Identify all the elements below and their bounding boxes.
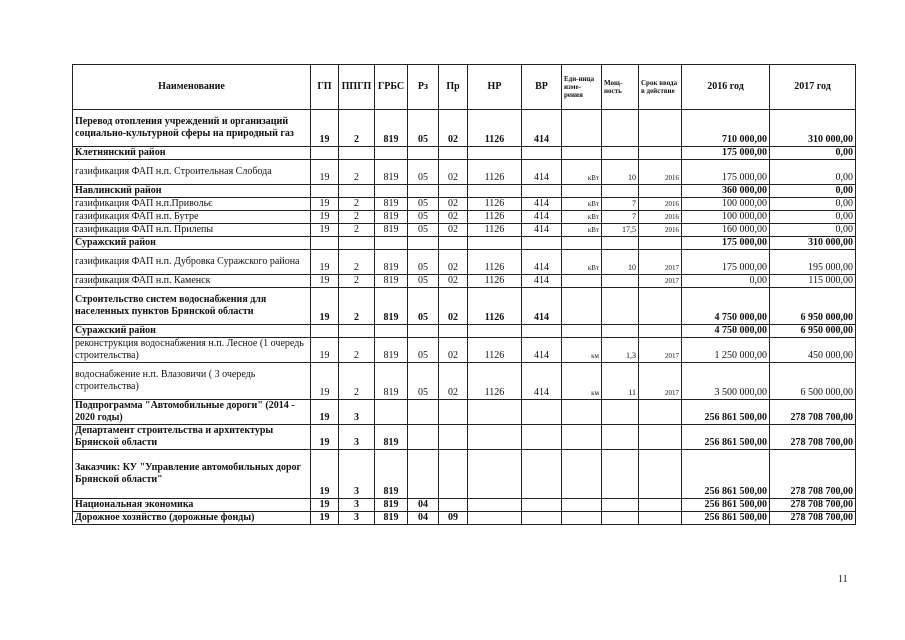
cell-term: [639, 325, 682, 338]
cell-pr: 02: [439, 338, 468, 363]
cell-rz: 04: [408, 512, 439, 525]
cell-ppgp: 3: [339, 425, 375, 450]
cell-vr: 414: [522, 160, 562, 185]
cell-ppgp: [339, 237, 375, 250]
cell-nr: [468, 499, 522, 512]
cell-grbs: 819: [375, 198, 408, 211]
cell-rz: 05: [408, 211, 439, 224]
col-header-gp: ГП: [311, 65, 339, 110]
cell-ppgp: 2: [339, 363, 375, 400]
cell-grbs: 819: [375, 275, 408, 288]
table-row: [73, 325, 856, 338]
cell-2016: 4 750 000,00: [682, 325, 770, 338]
cell-gp: 19: [311, 160, 339, 185]
cell-unit: [562, 512, 602, 525]
table-row: [73, 147, 856, 160]
cell-rz: 05: [408, 275, 439, 288]
cell-term: [639, 185, 682, 198]
cell-rz: [408, 185, 439, 198]
col-header-nr: НР: [468, 65, 522, 110]
table-body: [73, 110, 856, 525]
page-number: 11: [838, 574, 848, 585]
cell-power: [602, 450, 639, 499]
cell-vr: [522, 185, 562, 198]
cell-ppgp: [339, 325, 375, 338]
cell-2016: 175 000,00: [682, 237, 770, 250]
cell-rz: 05: [408, 110, 439, 147]
cell-ppgp: [339, 147, 375, 160]
cell-grbs: [375, 325, 408, 338]
cell-pr: 02: [439, 160, 468, 185]
cell-pr: [439, 147, 468, 160]
cell-pr: [439, 237, 468, 250]
cell-term: 2017: [639, 338, 682, 363]
col-header-2016: 2016 год: [682, 65, 770, 110]
cell-unit: [562, 425, 602, 450]
col-header-vr: ВР: [522, 65, 562, 110]
cell-2017: 195 000,00: [770, 250, 856, 275]
table-header: [73, 65, 856, 110]
cell-term: 2016: [639, 198, 682, 211]
cell-grbs: 819: [375, 160, 408, 185]
cell-grbs: 819: [375, 450, 408, 499]
cell-gp: 19: [311, 224, 339, 237]
table-row: [73, 288, 856, 325]
cell-rz: 05: [408, 198, 439, 211]
table-row: [73, 211, 856, 224]
cell-term: [639, 425, 682, 450]
cell-nr: 1126: [468, 211, 522, 224]
cell-ppgp: 2: [339, 110, 375, 147]
cell-unit: [562, 288, 602, 325]
cell-power: [602, 110, 639, 147]
cell-nr: [468, 237, 522, 250]
cell-nr: [468, 425, 522, 450]
cell-rz: 05: [408, 288, 439, 325]
cell-2016: 3 500 000,00: [682, 363, 770, 400]
table-row: [73, 110, 856, 147]
cell-gp: 19: [311, 425, 339, 450]
cell-name: Национальная экономика: [73, 499, 311, 512]
cell-grbs: 819: [375, 363, 408, 400]
cell-nr: 1126: [468, 160, 522, 185]
col-header-pr: Пр: [439, 65, 468, 110]
cell-name: газификация ФАП н.п. Каменск: [73, 275, 311, 288]
cell-rz: [408, 147, 439, 160]
cell-unit: кВт: [562, 160, 602, 185]
cell-nr: [468, 147, 522, 160]
cell-vr: [522, 147, 562, 160]
cell-ppgp: 3: [339, 400, 375, 425]
cell-rz: 05: [408, 363, 439, 400]
cell-term: 2017: [639, 250, 682, 275]
cell-2016: 4 750 000,00: [682, 288, 770, 325]
cell-vr: 414: [522, 275, 562, 288]
cell-2016: 175 000,00: [682, 250, 770, 275]
cell-vr: 414: [522, 363, 562, 400]
cell-2017: 0,00: [770, 211, 856, 224]
cell-term: 2016: [639, 160, 682, 185]
cell-2016: 175 000,00: [682, 160, 770, 185]
cell-vr: 414: [522, 211, 562, 224]
col-header-name: Наименование: [73, 65, 311, 110]
cell-power: [602, 512, 639, 525]
table-row: [73, 363, 856, 400]
cell-grbs: 819: [375, 425, 408, 450]
cell-unit: [562, 147, 602, 160]
cell-vr: 414: [522, 224, 562, 237]
cell-gp: 19: [311, 211, 339, 224]
cell-pr: 02: [439, 211, 468, 224]
cell-2017: 278 708 700,00: [770, 512, 856, 525]
cell-unit: [562, 400, 602, 425]
cell-vr: 414: [522, 288, 562, 325]
cell-ppgp: 3: [339, 512, 375, 525]
table-row: [73, 237, 856, 250]
cell-gp: 19: [311, 198, 339, 211]
cell-pr: [439, 450, 468, 499]
cell-2017: 6 950 000,00: [770, 288, 856, 325]
col-header-term: Срок ввода в действие: [639, 65, 682, 110]
cell-gp: 19: [311, 288, 339, 325]
cell-power: [602, 499, 639, 512]
cell-unit: кВт: [562, 224, 602, 237]
col-header-2017: 2017 год: [770, 65, 856, 110]
cell-2016: 256 861 500,00: [682, 499, 770, 512]
cell-unit: [562, 275, 602, 288]
table-row: [73, 250, 856, 275]
cell-gp: [311, 185, 339, 198]
cell-nr: 1126: [468, 224, 522, 237]
cell-pr: 02: [439, 288, 468, 325]
cell-gp: 19: [311, 363, 339, 400]
cell-2017: 310 000,00: [770, 237, 856, 250]
cell-vr: 414: [522, 338, 562, 363]
cell-term: 2016: [639, 211, 682, 224]
cell-2016: 360 000,00: [682, 185, 770, 198]
cell-power: [602, 185, 639, 198]
table-row: [73, 512, 856, 525]
cell-term: [639, 110, 682, 147]
cell-vr: [522, 237, 562, 250]
cell-nr: 1126: [468, 275, 522, 288]
cell-power: [602, 237, 639, 250]
cell-name: газификация ФАП н.п.Привольє: [73, 198, 311, 211]
cell-2017: 278 708 700,00: [770, 400, 856, 425]
table-row: [73, 425, 856, 450]
table-row: [73, 499, 856, 512]
cell-ppgp: 3: [339, 499, 375, 512]
cell-pr: [439, 325, 468, 338]
cell-nr: 1126: [468, 288, 522, 325]
cell-name: Перевод отопления учреждений и организаций социально-культурной сферы на природный газ: [73, 110, 311, 147]
cell-vr: [522, 499, 562, 512]
cell-grbs: 819: [375, 110, 408, 147]
cell-vr: 414: [522, 198, 562, 211]
cell-grbs: 819: [375, 224, 408, 237]
cell-rz: [408, 237, 439, 250]
cell-name: Строительство систем водоснабжения для населенных пунктов Брянской области: [73, 288, 311, 325]
cell-name: Подпрограмма "Автомобильные дороги" (2014 - 2020 годы): [73, 400, 311, 425]
cell-2016: 100 000,00: [682, 198, 770, 211]
cell-power: 10: [602, 160, 639, 185]
cell-term: [639, 147, 682, 160]
table-row: [73, 450, 856, 499]
cell-grbs: 819: [375, 211, 408, 224]
cell-ppgp: 2: [339, 160, 375, 185]
col-header-rz: Рз: [408, 65, 439, 110]
cell-grbs: 819: [375, 499, 408, 512]
cell-rz: [408, 325, 439, 338]
cell-gp: 19: [311, 499, 339, 512]
cell-power: 10: [602, 250, 639, 275]
cell-pr: [439, 425, 468, 450]
cell-2016: 256 861 500,00: [682, 400, 770, 425]
cell-term: 2017: [639, 275, 682, 288]
cell-vr: [522, 512, 562, 525]
cell-power: 1,3: [602, 338, 639, 363]
cell-name: Клетнянский район: [73, 147, 311, 160]
cell-power: 7: [602, 198, 639, 211]
cell-2016: 256 861 500,00: [682, 425, 770, 450]
cell-rz: [408, 400, 439, 425]
cell-rz: 05: [408, 250, 439, 275]
cell-name: Суражский район: [73, 325, 311, 338]
cell-nr: 1126: [468, 250, 522, 275]
cell-gp: 19: [311, 250, 339, 275]
cell-name: газификация ФАП н.п. Прилепы: [73, 224, 311, 237]
cell-vr: 414: [522, 250, 562, 275]
cell-unit: [562, 325, 602, 338]
cell-gp: [311, 325, 339, 338]
cell-2016: 1 250 000,00: [682, 338, 770, 363]
cell-ppgp: 2: [339, 211, 375, 224]
cell-2017: 0,00: [770, 160, 856, 185]
cell-power: [602, 400, 639, 425]
cell-pr: 02: [439, 198, 468, 211]
cell-rz: 05: [408, 160, 439, 185]
cell-ppgp: 2: [339, 275, 375, 288]
cell-power: 17,5: [602, 224, 639, 237]
cell-unit: [562, 499, 602, 512]
cell-gp: 19: [311, 512, 339, 525]
cell-2017: 450 000,00: [770, 338, 856, 363]
cell-nr: [468, 450, 522, 499]
cell-term: 2017: [639, 363, 682, 400]
cell-ppgp: 3: [339, 450, 375, 499]
cell-term: [639, 450, 682, 499]
cell-nr: [468, 185, 522, 198]
table-row: [73, 198, 856, 211]
cell-name: водоснабжение н.п. Влазовичи ( 3 очередь строительства): [73, 363, 311, 400]
cell-2016: 175 000,00: [682, 147, 770, 160]
cell-unit: [562, 110, 602, 147]
cell-term: [639, 288, 682, 325]
cell-gp: 19: [311, 275, 339, 288]
cell-gp: 19: [311, 338, 339, 363]
cell-2016: 100 000,00: [682, 211, 770, 224]
cell-name: Заказчик: КУ "Управление автомобильных дорог Брянской области": [73, 450, 311, 499]
cell-grbs: [375, 400, 408, 425]
col-header-unit: Еди-ница изме-рения: [562, 65, 602, 110]
cell-vr: [522, 425, 562, 450]
cell-ppgp: 2: [339, 224, 375, 237]
cell-unit: кВт: [562, 211, 602, 224]
cell-term: [639, 400, 682, 425]
cell-nr: [468, 512, 522, 525]
cell-term: [639, 512, 682, 525]
cell-grbs: [375, 237, 408, 250]
cell-pr: 02: [439, 224, 468, 237]
cell-vr: [522, 400, 562, 425]
cell-2016: 160 000,00: [682, 224, 770, 237]
cell-gp: [311, 147, 339, 160]
cell-gp: 19: [311, 450, 339, 499]
cell-unit: [562, 185, 602, 198]
cell-2016: 256 861 500,00: [682, 450, 770, 499]
cell-gp: 19: [311, 400, 339, 425]
cell-ppgp: 2: [339, 338, 375, 363]
cell-ppgp: [339, 185, 375, 198]
cell-2017: 278 708 700,00: [770, 450, 856, 499]
cell-term: [639, 237, 682, 250]
cell-2016: 256 861 500,00: [682, 512, 770, 525]
cell-pr: 02: [439, 363, 468, 400]
table-row: [73, 275, 856, 288]
cell-unit: кВт: [562, 250, 602, 275]
cell-2017: 278 708 700,00: [770, 425, 856, 450]
cell-pr: 09: [439, 512, 468, 525]
cell-name: Департамент строительства и архитектуры Брянской области: [73, 425, 311, 450]
cell-pr: [439, 400, 468, 425]
table-row: [73, 224, 856, 237]
cell-grbs: 819: [375, 338, 408, 363]
cell-grbs: 819: [375, 250, 408, 275]
cell-term: 2016: [639, 224, 682, 237]
table-row: [73, 338, 856, 363]
cell-grbs: 819: [375, 512, 408, 525]
cell-2017: 6 950 000,00: [770, 325, 856, 338]
cell-rz: 05: [408, 224, 439, 237]
cell-unit: [562, 450, 602, 499]
cell-term: [639, 499, 682, 512]
cell-nr: 1126: [468, 110, 522, 147]
cell-unit: кВт: [562, 198, 602, 211]
cell-2016: 0,00: [682, 275, 770, 288]
cell-nr: [468, 400, 522, 425]
cell-power: [602, 275, 639, 288]
cell-vr: [522, 325, 562, 338]
cell-unit: [562, 237, 602, 250]
cell-gp: [311, 237, 339, 250]
cell-pr: [439, 185, 468, 198]
cell-nr: 1126: [468, 338, 522, 363]
cell-name: газификация ФАП н.п. Бутре: [73, 211, 311, 224]
table-row: [73, 185, 856, 198]
col-header-grbs: ГРБС: [375, 65, 408, 110]
cell-rz: 04: [408, 499, 439, 512]
cell-name: газификация ФАП н.п. Дубровка Суражского района: [73, 250, 311, 275]
cell-2017: 6 500 000,00: [770, 363, 856, 400]
cell-nr: 1126: [468, 363, 522, 400]
cell-nr: [468, 325, 522, 338]
cell-power: 11: [602, 363, 639, 400]
cell-2017: 0,00: [770, 147, 856, 160]
cell-2016: 710 000,00: [682, 110, 770, 147]
cell-power: [602, 288, 639, 325]
cell-rz: [408, 450, 439, 499]
table-row: [73, 400, 856, 425]
cell-ppgp: 2: [339, 198, 375, 211]
cell-rz: 05: [408, 338, 439, 363]
cell-vr: [522, 450, 562, 499]
cell-power: [602, 325, 639, 338]
cell-name: Навлинский район: [73, 185, 311, 198]
cell-unit: км: [562, 363, 602, 400]
cell-2017: 0,00: [770, 198, 856, 211]
cell-name: Дорожное хозяйство (дорожные фонды): [73, 512, 311, 525]
cell-power: [602, 425, 639, 450]
cell-2017: 310 000,00: [770, 110, 856, 147]
cell-grbs: [375, 147, 408, 160]
cell-grbs: [375, 185, 408, 198]
cell-name: реконструкция водоснабжения н.п. Лесное (1 очередь строительства): [73, 338, 311, 363]
cell-ppgp: 2: [339, 288, 375, 325]
cell-vr: 414: [522, 110, 562, 147]
cell-unit: км: [562, 338, 602, 363]
cell-name: газификация ФАП н.п. Строительная Слобода: [73, 160, 311, 185]
cell-pr: [439, 499, 468, 512]
cell-pr: 02: [439, 110, 468, 147]
cell-power: 7: [602, 211, 639, 224]
cell-2017: 0,00: [770, 224, 856, 237]
cell-gp: 19: [311, 110, 339, 147]
cell-2017: 278 708 700,00: [770, 499, 856, 512]
cell-2017: 115 000,00: [770, 275, 856, 288]
col-header-power: Мощ-ность: [602, 65, 639, 110]
cell-nr: 1126: [468, 198, 522, 211]
cell-ppgp: 2: [339, 250, 375, 275]
budget-table: [72, 64, 856, 525]
cell-power: [602, 147, 639, 160]
cell-2017: 0,00: [770, 185, 856, 198]
table-row: [73, 160, 856, 185]
col-header-ppgp: ППГП: [339, 65, 375, 110]
cell-pr: 02: [439, 250, 468, 275]
cell-pr: 02: [439, 275, 468, 288]
cell-grbs: 819: [375, 288, 408, 325]
cell-name: Суражский район: [73, 237, 311, 250]
cell-rz: [408, 425, 439, 450]
